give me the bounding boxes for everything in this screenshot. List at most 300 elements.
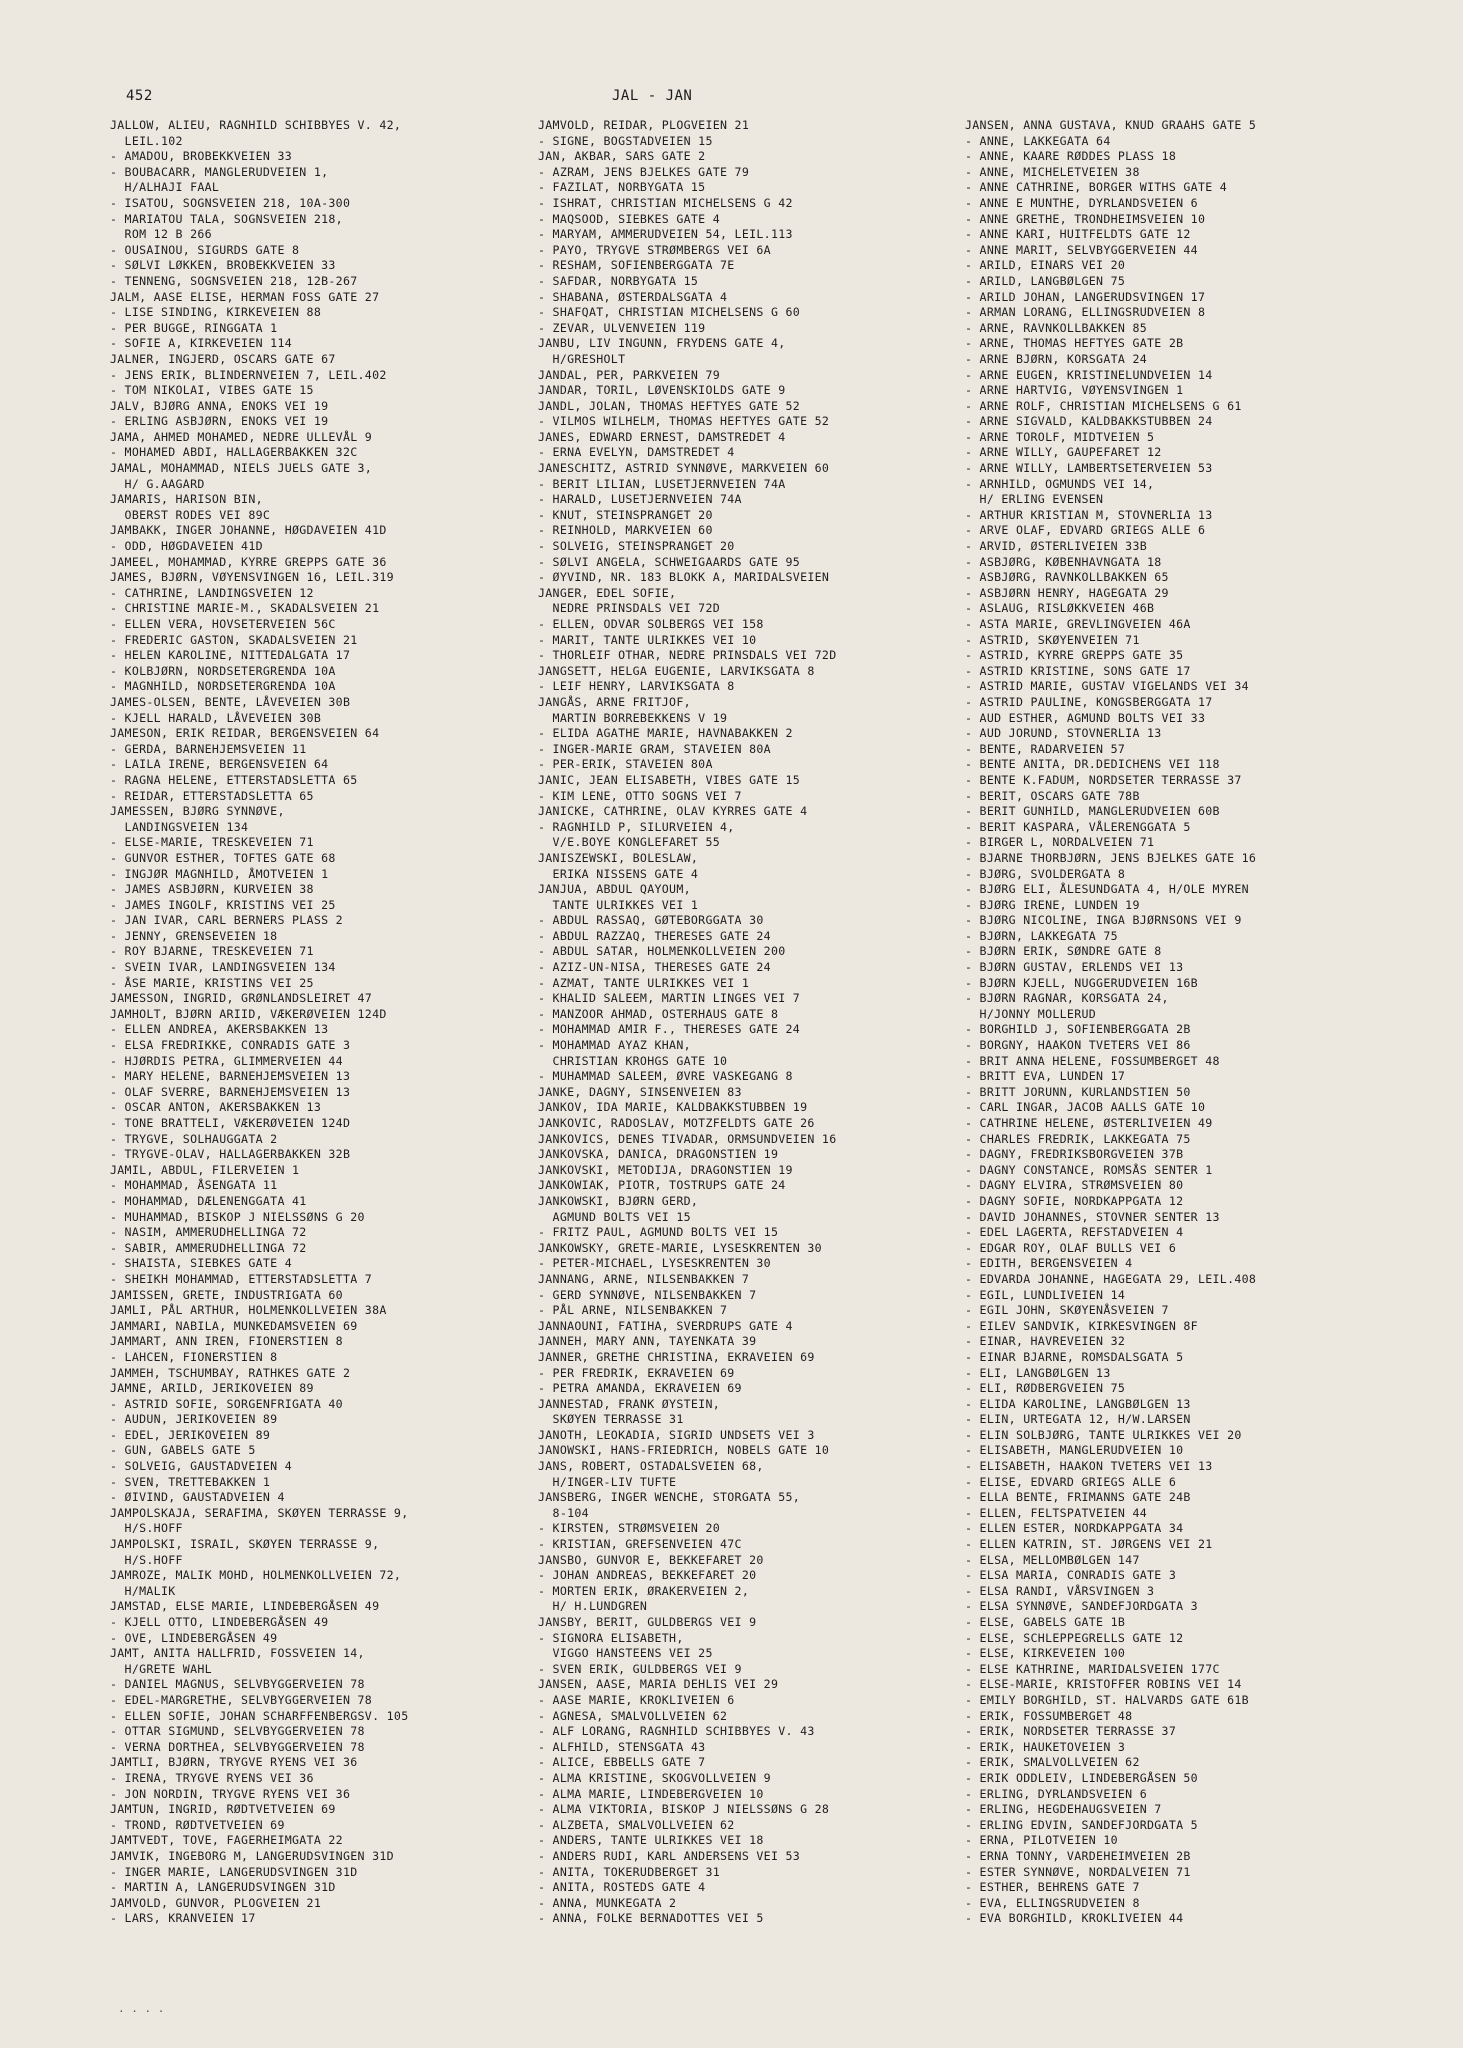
directory-entry: - ARILD, LANGBØLGEN 75 — [965, 273, 1126, 288]
directory-entry: - OTTAR SIGMUND, SELVBYGGERVEIEN 78 — [110, 1724, 365, 1739]
directory-entry: - ASBJØRN HENRY, HAGEGATA 29 — [965, 585, 1169, 600]
page-number: 452 — [126, 88, 153, 104]
directory-entry: - MARIT, TANTE ULRIKKES VEI 10 — [538, 632, 757, 647]
directory-entry: - AUD JORUND, STOVNERLIA 13 — [965, 726, 1162, 741]
directory-entry: - LEIF HENRY, LARVIKSGATA 8 — [538, 679, 735, 694]
directory-entry: JAMHOLT, BJØRN ARIID, VÆKERØVEIEN 124D — [110, 1006, 387, 1021]
directory-entry: - GUN, GABELS GATE 5 — [110, 1443, 256, 1458]
directory-entry: JANKOWIAK, PIOTR, TOSTRUPS GATE 24 — [538, 1178, 786, 1193]
directory-entry: - ERIK, FOSSUMBERGET 48 — [965, 1708, 1133, 1723]
directory-entry: - ESTER SYNNØVE, NORDALVEIEN 71 — [965, 1864, 1191, 1879]
directory-entry: AGMUND BOLTS VEI 15 — [538, 1209, 691, 1224]
directory-entry: - AGNESA, SMALVOLLVEIEN 62 — [538, 1708, 728, 1723]
directory-entry: - ELSE-MARIE, TRESKEVEIEN 71 — [110, 835, 314, 850]
directory-entry: - AMADOU, BROBEKKVEIEN 33 — [110, 149, 293, 164]
directory-entry: - MARIATOU TALA, SOGNSVEIEN 218, — [110, 211, 343, 226]
directory-entry: - EGIL, LUNDLIVEIEN 14 — [965, 1287, 1126, 1302]
directory-entry: - TRYGVE, SOLHAUGGATA 2 — [110, 1131, 278, 1146]
directory-entry: - PÅL ARNE, NILSENBAKKEN 7 — [538, 1303, 728, 1318]
directory-entry: - ØIVIND, GAUSTADVEIEN 4 — [110, 1490, 285, 1505]
directory-entry: - JENNY, GRENSEVEIEN 18 — [110, 928, 278, 943]
directory-entry: JAMARIS, HARISON BIN, — [110, 492, 263, 507]
directory-entry: - MORTEN ERIK, ØRAKERVEIEN 2, — [538, 1583, 750, 1598]
directory-entry: - ELSE-MARIE, KRISTOFFER ROBINS VEI 14 — [965, 1677, 1242, 1692]
directory-entry: JAMBAKK, INGER JOHANNE, HØGDAVEIEN 41D — [110, 523, 387, 538]
directory-entry: - ARNE BJØRN, KORSGATA 24 — [965, 351, 1148, 366]
directory-entry: - TONE BRATTELI, VÆKERØVEIEN 124D — [110, 1116, 351, 1130]
directory-entry: - MAGNHILD, NORDSETERGRENDA 10A — [110, 679, 336, 694]
directory-entry: - CHRISTINE MARIE-M., SKADALSVEIEN 21 — [110, 601, 380, 616]
directory-entry: JANICKE, CATHRINE, OLAV KYRRES GATE 4 — [538, 804, 808, 819]
directory-entry: JANSEN, AASE, MARIA DEHLIS VEI 29 — [538, 1677, 779, 1692]
directory-entry: - SAFDAR, NORBYGATA 15 — [538, 273, 699, 288]
directory-entry: - ELIDA AGATHE MARIE, HAVNABAKKEN 2 — [538, 726, 793, 741]
directory-entry: - SVEN ERIK, GULDBERGS VEI 9 — [538, 1661, 742, 1676]
directory-entry: - ANNE CATHRINE, BORGER WITHS GATE 4 — [965, 180, 1228, 195]
directory-entry: JAMAL, MOHAMMAD, NIELS JUELS GATE 3, — [110, 461, 373, 476]
directory-entry: - KHALID SALEEM, MARTIN LINGES VEI 7 — [538, 991, 801, 1006]
directory-entry: - BORGHILD J, SOFIENBERGGATA 2B — [965, 1022, 1191, 1037]
directory-entry: - AZRAM, JENS BJELKES GATE 79 — [538, 164, 750, 179]
directory-entry: - BRITT JORUNN, KURLANDSTIEN 50 — [965, 1084, 1191, 1099]
directory-entry: H/ALHAJI FAAL — [110, 180, 220, 195]
directory-entry: - ISHRAT, CHRISTIAN MICHELSENS G 42 — [538, 195, 793, 210]
directory-entry: - BENTE ANITA, DR.DEDICHENS VEI 118 — [965, 757, 1220, 772]
directory-entry: - EDEL, JERIKOVEIEN 89 — [110, 1427, 271, 1442]
directory-entry: JANKOVSKA, DANICA, DRAGONSTIEN 19 — [538, 1147, 779, 1162]
directory-entry: - ASLAUG, RISLØKKVEIEN 46B — [965, 601, 1155, 616]
directory-entry: - AZMAT, TANTE ULRIKKES VEI 1 — [538, 975, 750, 990]
directory-entry: - ALICE, EBBELLS GATE 7 — [538, 1755, 706, 1770]
directory-entry: - SVEN, TRETTEBAKKEN 1 — [110, 1474, 271, 1489]
directory-entry: - HARALD, LUSETJERNVEIEN 74A — [538, 492, 742, 507]
directory-entry: - ARTHUR KRISTIAN M, STOVNERLIA 13 — [965, 507, 1213, 522]
directory-entry: - ELIDA KAROLINE, LANGBØLGEN 13 — [965, 1396, 1191, 1411]
directory-entry: - ELLA BENTE, FRIMANNS GATE 24B — [965, 1490, 1191, 1505]
directory-entry: JANNESTAD, FRANK ØYSTEIN, — [538, 1396, 721, 1411]
directory-entry: - ARNE WILLY, GAUPEFARET 12 — [965, 445, 1162, 460]
directory-entry: - IRENA, TRYGVE RYENS VEI 36 — [110, 1770, 314, 1785]
directory-entry: - ERNA, PILOTVEIEN 10 — [965, 1833, 1118, 1848]
directory-entry: JAMTLI, BJØRN, TRYGVE RYENS VEI 36 — [110, 1755, 358, 1770]
directory-entry: - ALFHILD, STENSGATA 43 — [538, 1739, 706, 1754]
directory-entry: JAMTVEDT, TOVE, FAGERHEIMGATA 22 — [110, 1833, 343, 1848]
footer-marks: . . . . — [118, 2002, 165, 2015]
directory-entry: - ABDUL SATAR, HOLMENKOLLVEIEN 200 — [538, 944, 786, 959]
directory-entry: - BORGNY, HAAKON TVETERS VEI 86 — [965, 1038, 1191, 1053]
directory-entry: - ERLING, HEGDEHAUGSVEIEN 7 — [965, 1802, 1162, 1817]
directory-entry: - TOM NIKOLAI, VIBES GATE 15 — [110, 383, 314, 398]
directory-entry: - ANNE, KAARE RØDDES PLASS 18 — [965, 149, 1177, 164]
directory-entry: - ELSE, SCHLEPPEGRELLS GATE 12 — [965, 1630, 1184, 1645]
directory-entry: - ABDUL RAZZAQ, THERESES GATE 24 — [538, 928, 771, 943]
directory-entry: - TRYGVE-OLAV, HALLAGERBAKKEN 32B — [110, 1147, 351, 1162]
directory-entry: H/ ERLING EVENSEN — [965, 492, 1104, 507]
directory-entry: JAMVOLD, GUNVOR, PLOGVEIEN 21 — [110, 1895, 322, 1910]
directory-entry: - ØYVIND, NR. 183 BLOKK A, MARIDALSVEIEN — [538, 570, 830, 585]
directory-entry: - ELLEN SOFIE, JOHAN SCHARFFENBERGSV. 105 — [110, 1708, 409, 1723]
directory-entry: - ARVE OLAF, EDVARD GRIEGS ALLE 6 — [965, 523, 1206, 538]
directory-entry: - PAYO, TRYGVE STRØMBERGS VEI 6A — [538, 242, 771, 257]
directory-entry: - ANNE GRETHE, TRONDHEIMSVEIEN 10 — [965, 211, 1206, 226]
directory-entry: - EMILY BORGHILD, ST. HALVARDS GATE 61B — [965, 1692, 1249, 1707]
directory-entry: ROM 12 B 266 — [110, 227, 212, 242]
directory-entry: - BJARNE THORBJØRN, JENS BJELKES GATE 16 — [965, 850, 1257, 865]
directory-entry: - MARYAM, AMMERUDVEIEN 54, LEIL.113 — [538, 227, 793, 242]
directory-entry: - ARVID, ØSTERLIVEIEN 33B — [965, 539, 1148, 554]
directory-entry: - ARILD, EINARS VEI 20 — [965, 258, 1126, 273]
directory-entry: - HJØRDIS PETRA, GLIMMERVEIEN 44 — [110, 1053, 343, 1068]
directory-entry: JAMEEL, MOHAMMAD, KYRRE GREPPS GATE 36 — [110, 554, 387, 569]
directory-entry: JANSEN, ANNA GUSTAVA, KNUD GRAAHS GATE 5 — [965, 118, 1257, 132]
directory-entry: - GUNVOR ESTHER, TOFTES GATE 68 — [110, 850, 336, 865]
directory-entry: JANKOV, IDA MARIE, KALDBAKKSTUBBEN 19 — [538, 1100, 808, 1115]
directory-entry: - MOHAMMAD AMIR F., THERESES GATE 24 — [538, 1022, 801, 1037]
column-3 — [965, 118, 1435, 1927]
directory-entry: - KNUT, STEINSPRANGET 20 — [538, 507, 713, 522]
directory-entry: ERIKA NISSENS GATE 4 — [538, 866, 699, 881]
directory-entry: JANKOWSKY, GRETE-MARIE, LYSESKRENTEN 30 — [538, 1240, 822, 1255]
directory-entry: - DAGNY SOFIE, NORDKAPPGATA 12 — [965, 1193, 1184, 1208]
directory-entry: H/S.HOFF — [110, 1521, 183, 1536]
directory-entry: JAMMEH, TSCHUMBAY, RATHKES GATE 2 — [110, 1365, 351, 1380]
directory-entry: H/GRETE WAHL — [110, 1661, 212, 1676]
directory-entry: - MARTIN A, LANGERUDSVINGEN 31D — [110, 1880, 336, 1895]
directory-entry: - FREDERIC GASTON, SKADALSVEIEN 21 — [110, 632, 358, 647]
directory-entry: JANIC, JEAN ELISABETH, VIBES GATE 15 — [538, 772, 801, 787]
directory-entry: - EILEV SANDVIK, KIRKESVINGEN 8F — [965, 1318, 1198, 1333]
directory-entry: - BENTE K.FADUM, NORDSETER TERRASSE 37 — [965, 772, 1242, 787]
directory-entry: JANKOVICS, DENES TIVADAR, ORMSUNDVEIEN 16 — [538, 1131, 837, 1146]
directory-entry: - KRISTIAN, GREFSENVEIEN 47C — [538, 1537, 742, 1552]
directory-entry: - INGER-MARIE GRAM, STAVEIEN 80A — [538, 741, 771, 756]
directory-entry: - ARNE SIGVALD, KALDBAKKSTUBBEN 24 — [965, 414, 1213, 429]
directory-entry: - EINAR, HAVREVEIEN 32 — [965, 1334, 1126, 1349]
directory-entry: - DAGNY CONSTANCE, ROMSÅS SENTER 1 — [965, 1162, 1213, 1177]
directory-entry: - CATHRINE, LANDINGSVEIEN 12 — [110, 585, 314, 600]
directory-entry: - ERLING, DYRLANDSVEIEN 6 — [965, 1786, 1148, 1801]
directory-entry: - MOHAMMAD AYAZ KHAN, — [538, 1038, 691, 1053]
directory-entry: - ELI, RØDBERGVEIEN 75 — [965, 1381, 1126, 1396]
directory-entry: - ERIK, SMALVOLLVEIEN 62 — [965, 1755, 1140, 1770]
directory-entry: JANNAOUNI, FATIHA, SVERDRUPS GATE 4 — [538, 1318, 793, 1333]
page-range: JAL - JAN — [612, 88, 693, 104]
directory-entry: - EDVARDA JOHANNE, HAGEGATA 29, LEIL.408 — [965, 1271, 1257, 1286]
directory-entry: - ROY BJARNE, TRESKEVEIEN 71 — [110, 944, 314, 959]
directory-entry: H/INGER-LIV TUFTE — [538, 1474, 677, 1489]
directory-entry: - BJØRG, SVOLDERGATA 8 — [965, 866, 1126, 881]
directory-entry: SKØYEN TERRASSE 31 — [538, 1412, 684, 1427]
directory-entry: - ALMA MARIE, LINDEBERGVEIEN 10 — [538, 1786, 764, 1801]
directory-entry: - ELSE, KIRKEVEIEN 100 — [965, 1646, 1126, 1661]
directory-entry: JAMESON, ERIK REIDAR, BERGENSVEIEN 64 — [110, 726, 380, 741]
directory-entry: - MUHAMMAD, BISKOP J NIELSSØNS G 20 — [110, 1209, 365, 1224]
directory-entry: - HELEN KAROLINE, NITTEDALGATA 17 — [110, 648, 351, 663]
directory-entry: JAN, AKBAR, SARS GATE 2 — [538, 149, 706, 164]
directory-entry: - REINHOLD, MARKVEIEN 60 — [538, 523, 713, 538]
directory-entry: - ARILD JOHAN, LANGERUDSVINGEN 17 — [965, 289, 1206, 304]
directory-entry: - SHAFQAT, CHRISTIAN MICHELSENS G 60 — [538, 305, 801, 320]
directory-entry: - ASTRID KRISTINE, SONS GATE 17 — [965, 663, 1191, 678]
directory-entry: - GERD SYNNØVE, NILSENBAKKEN 7 — [538, 1287, 757, 1302]
directory-entry: - ERLING EDVIN, SANDEFJORDGATA 5 — [965, 1817, 1198, 1832]
directory-entry: - CHARLES FREDRIK, LAKKEGATA 75 — [965, 1131, 1191, 1146]
directory-entry: - DAGNY ELVIRA, STRØMSVEIEN 80 — [965, 1178, 1184, 1193]
directory-entry: - VILMOS WILHELM, THOMAS HEFTYES GATE 52 — [538, 414, 830, 429]
directory-entry: - ARNHILD, OGMUNDS VEI 14, — [965, 476, 1155, 491]
directory-entry: - ANITA, TOKERUDBERGET 31 — [538, 1864, 721, 1879]
directory-entry: - DAGNY, FREDRIKSBORGVEIEN 37B — [965, 1147, 1184, 1162]
directory-entry: - JAN IVAR, CARL BERNERS PLASS 2 — [110, 913, 343, 928]
directory-entry: - JON NORDIN, TRYGVE RYENS VEI 36 — [110, 1786, 351, 1801]
directory-entry: - ANNE, MICHELETVEIEN 38 — [965, 164, 1140, 179]
directory-entry: - BJØRG NICOLINE, INGA BJØRNSONS VEI 9 — [965, 913, 1242, 928]
directory-entry: - ÅSE MARIE, KRISTINS VEI 25 — [110, 975, 314, 990]
directory-entry: MARTIN BORREBEKKENS V 19 — [538, 710, 728, 725]
directory-entry: - ESTHER, BEHRENS GATE 7 — [965, 1880, 1140, 1895]
directory-entry: - LARS, KRANVEIEN 17 — [110, 1911, 256, 1926]
directory-entry: - ASTRID, SKØYENVEIEN 71 — [965, 632, 1140, 647]
directory-entry: - RESHAM, SOFIENBERGGATA 7E — [538, 258, 735, 273]
directory-entry: - MAQSOOD, SIEBKES GATE 4 — [538, 211, 721, 226]
directory-entry: - DANIEL MAGNUS, SELVBYGGERVEIEN 78 — [110, 1677, 365, 1692]
directory-entry: - ARNE, THOMAS HEFTYES GATE 2B — [965, 336, 1184, 351]
directory-entry: - ASBJØRG, KØBENHAVNGATA 18 — [965, 554, 1162, 569]
directory-entry: - ASBJØRG, RAVNKOLLBAKKEN 65 — [965, 570, 1169, 585]
directory-entry: - ELLEN, ODVAR SOLBERGS VEI 158 — [538, 617, 764, 631]
directory-entry: - EINAR BJARNE, ROMSDALSGATA 5 — [965, 1349, 1184, 1364]
directory-entry: - INGER MARIE, LANGERUDSVINGEN 31D — [110, 1864, 358, 1879]
directory-entry: - MOHAMED ABDI, HALLAGERBAKKEN 32C — [110, 445, 358, 460]
column-1 — [110, 118, 530, 1927]
directory-entry: - THORLEIF OTHAR, NEDRE PRINSDALS VEI 72D — [538, 648, 837, 663]
directory-entry: JAMES-OLSEN, BENTE, LÅVEVEIEN 30B — [110, 694, 351, 709]
directory-entry: - ARMAN LORANG, ELLINGSRUDVEIEN 8 — [965, 305, 1206, 320]
directory-entry: - ELISABETH, HAAKON TVETERS VEI 13 — [965, 1459, 1213, 1474]
directory-entry: - SVEIN IVAR, LANDINGSVEIEN 134 — [110, 960, 336, 975]
directory-entry: - SHEIKH MOHAMMAD, ETTERSTADSLETTA 7 — [110, 1271, 373, 1286]
directory-entry: - ASTRID SOFIE, SORGENFRIGATA 40 — [110, 1396, 343, 1411]
directory-entry: - BJØRN, LAKKEGATA 75 — [965, 928, 1118, 943]
directory-entry: H/ H.LUNDGREN — [538, 1599, 648, 1614]
directory-entry: - AZIZ-UN-NISA, THERESES GATE 24 — [538, 960, 771, 975]
directory-entry: - SOLVEIG, GAUSTADVEIEN 4 — [110, 1459, 293, 1474]
directory-entry: - ARNE EUGEN, KRISTINELUNDVEIEN 14 — [965, 367, 1213, 382]
directory-entry: - REIDAR, ETTERSTADSLETTA 65 — [110, 788, 314, 803]
directory-entry: - ELSA FREDRIKKE, CONRADIS GATE 3 — [110, 1038, 351, 1053]
directory-entry: - ELSE, GABELS GATE 1B — [965, 1615, 1126, 1629]
directory-entry: H/JONNY MOLLERUD — [965, 1006, 1097, 1021]
directory-entry: - AUD ESTHER, AGMUND BOLTS VEI 33 — [965, 710, 1206, 725]
directory-entry: JANSBO, GUNVOR E, BEKKEFARET 20 — [538, 1552, 764, 1567]
directory-entry: JANESCHITZ, ASTRID SYNNØVE, MARKVEIEN 60 — [538, 461, 830, 476]
directory-entry: - ELISABETH, MANGLERUDVEIEN 10 — [965, 1443, 1184, 1458]
directory-entry: - OUSAINOU, SIGURDS GATE 8 — [110, 242, 300, 257]
directory-entry: - OVE, LINDEBERGÅSEN 49 — [110, 1630, 278, 1645]
directory-entry: JAMISSEN, GRETE, INDUSTRIGATA 60 — [110, 1287, 343, 1302]
directory-entry: - BJØRG ELI, ÅLESUNDGATA 4, H/OLE MYREN — [965, 882, 1249, 897]
directory-entry: - ANNE MARIT, SELVBYGGERVEIEN 44 — [965, 242, 1198, 257]
directory-entry: - VERNA DORTHEA, SELVBYGGERVEIEN 78 — [110, 1739, 365, 1754]
directory-entry: - ELLEN, FELTSPATVEIEN 44 — [965, 1505, 1148, 1520]
directory-entry: - SIGNORA ELISABETH, — [538, 1630, 684, 1645]
directory-entry: - PER-ERIK, STAVEIEN 80A — [538, 757, 713, 772]
directory-entry: - ELIN SOLBJØRG, TANTE ULRIKKES VEI 20 — [965, 1427, 1242, 1442]
directory-entry: - ARNE TOROLF, MIDTVEIEN 5 — [965, 429, 1155, 444]
directory-entry: JAMVIK, INGEBORG M, LANGERUDSVINGEN 31D — [110, 1848, 394, 1863]
directory-entry: - BJØRN GUSTAV, ERLENDS VEI 13 — [965, 960, 1184, 975]
directory-entry: - ANNA, FOLKE BERNADOTTES VEI 5 — [538, 1911, 764, 1926]
directory-entry: - ERIK, HAUKETOVEIEN 3 — [965, 1739, 1126, 1754]
directory-entry: - BERIT GUNHILD, MANGLERUDVEIEN 60B — [965, 804, 1220, 819]
directory-entry: - KJELL OTTO, LINDEBERGÅSEN 49 — [110, 1615, 329, 1629]
directory-entry: - ASTRID MARIE, GUSTAV VIGELANDS VEI 34 — [965, 679, 1249, 694]
directory-entry: - ANITA, ROSTEDS GATE 4 — [538, 1880, 706, 1895]
directory-entry: - BERIT LILIAN, LUSETJERNVEIEN 74A — [538, 476, 786, 491]
directory-entry: - ELLEN ESTER, NORDKAPPGATA 34 — [965, 1521, 1184, 1536]
directory-entry: - OSCAR ANTON, AKERSBAKKEN 13 — [110, 1100, 322, 1115]
directory-entry: OBERST RODES VEI 89C — [110, 507, 271, 522]
directory-entry: JANKOWSKI, BJØRN GERD, — [538, 1193, 699, 1208]
directory-entry: - TENNENG, SOGNSVEIEN 218, 12B-267 — [110, 273, 358, 288]
directory-entry: - ELSA MARIA, CONRADIS GATE 3 — [965, 1568, 1177, 1583]
directory-entry: - INGJØR MAGNHILD, ÅMOTVEIEN 1 — [110, 866, 329, 881]
directory-entry: - SABIR, AMMERUDHELLINGA 72 — [110, 1240, 307, 1255]
directory-entry: - DAVID JOHANNES, STOVNER SENTER 13 — [965, 1209, 1220, 1224]
directory-entry: - BJØRN ERIK, SØNDRE GATE 8 — [965, 944, 1162, 959]
directory-entry: JAMMARI, NABILA, MUNKEDAMSVEIEN 69 — [110, 1318, 358, 1333]
directory-entry: JANGER, EDEL SOFIE, — [538, 585, 677, 600]
directory-entry: - TROND, RØDTVETVEIEN 69 — [110, 1817, 285, 1832]
directory-entry: - ZEVAR, ULVENVEIEN 119 — [538, 320, 706, 335]
directory-entry: - RAGNHILD P, SILURVEIEN 4, — [538, 819, 735, 834]
directory-entry: - PER BUGGE, RINGGATA 1 — [110, 320, 278, 335]
directory-entry: - NASIM, AMMERUDHELLINGA 72 — [110, 1225, 307, 1240]
directory-entry: JAMVOLD, REIDAR, PLOGVEIEN 21 — [538, 118, 750, 132]
directory-entry: - AASE MARIE, KROKLIVEIEN 6 — [538, 1692, 735, 1707]
directory-entry: - EDITH, BERGENSVEIEN 4 — [965, 1256, 1133, 1271]
directory-entry: JAMTUN, INGRID, RØDTVETVEIEN 69 — [110, 1802, 336, 1817]
directory-entry: - SOFIE A, KIRKEVEIEN 114 — [110, 336, 293, 351]
directory-entry: LEIL.102 — [110, 133, 183, 148]
directory-entry: - EVA, ELLINGSRUDVEIEN 8 — [965, 1895, 1140, 1910]
directory-entry: - ANNE, LAKKEGATA 64 — [965, 133, 1111, 148]
directory-entry: JANSBY, BERIT, GULDBERGS VEI 9 — [538, 1615, 757, 1629]
directory-entry: - SØLVI LØKKEN, BROBEKKVEIEN 33 — [110, 258, 336, 273]
directory-entry: - PETRA AMANDA, EKRAVEIEN 69 — [538, 1381, 742, 1396]
directory-entry: 8-104 — [538, 1505, 589, 1520]
directory-entry: JANKE, DAGNY, SINSENVEIEN 83 — [538, 1084, 742, 1099]
directory-entry: - ERNA TONNY, VARDEHEIMVEIEN 2B — [965, 1848, 1191, 1863]
directory-entry: NEDRE PRINSDALS VEI 72D — [538, 601, 721, 616]
directory-entry: - SHAISTA, SIEBKES GATE 4 — [110, 1256, 293, 1271]
directory-entry: JANISZEWSKI, BOLESLAW, — [538, 850, 699, 865]
directory-entry: JANS, ROBERT, OSTADALSVEIEN 68, — [538, 1459, 764, 1474]
directory-entry: - EDEL-MARGRETHE, SELVBYGGERVEIEN 78 — [110, 1692, 373, 1707]
directory-entry: - KIM LENE, OTTO SOGNS VEI 7 — [538, 788, 742, 803]
directory-entry: - OLAF SVERRE, BARNEHJEMSVEIEN 13 — [110, 1084, 351, 1099]
column-2 — [538, 118, 958, 1927]
directory-entry: - JAMES ASBJØRN, KURVEIEN 38 — [110, 882, 314, 897]
directory-entry: - FRITZ PAUL, AGMUND BOLTS VEI 15 — [538, 1225, 779, 1240]
directory-entry: - SOLVEIG, STEINSPRANGET 20 — [538, 539, 735, 554]
directory-entry: JAMA, AHMED MOHAMED, NEDRE ULLEVÅL 9 — [110, 429, 373, 444]
directory-entry: - ELLEN ANDREA, AKERSBAKKEN 13 — [110, 1022, 329, 1037]
directory-entry: - EVA BORGHILD, KROKLIVEIEN 44 — [965, 1911, 1184, 1926]
directory-entry: - ELI, LANGBØLGEN 13 — [965, 1365, 1111, 1380]
directory-entry: JAMIL, ABDUL, FILERVEIEN 1 — [110, 1162, 300, 1177]
directory-entry: - ALZBETA, SMALVOLLVEIEN 62 — [538, 1817, 735, 1832]
directory-entry: JAMPOLSKAJA, SERAFIMA, SKØYEN TERRASSE 9, — [110, 1505, 409, 1520]
directory-entry: - SØLVI ANGELA, SCHWEIGAARDS GATE 95 — [538, 554, 801, 569]
directory-entry: - JOHAN ANDREAS, BEKKEFARET 20 — [538, 1568, 757, 1583]
directory-entry: - BIRGER L, NORDALVEIEN 71 — [965, 835, 1155, 850]
directory-entry: - EDEL LAGERTA, REFSTADVEIEN 4 — [965, 1225, 1184, 1240]
directory-entry: - MARY HELENE, BARNEHJEMSVEIEN 13 — [110, 1069, 351, 1084]
directory-entry: - ASTRID PAULINE, KONGSBERGGATA 17 — [965, 694, 1213, 709]
directory-entry: - ELSE KATHRINE, MARIDALSVEIEN 177C — [965, 1661, 1220, 1676]
directory-entry: - PER FREDRIK, EKRAVEIEN 69 — [538, 1365, 735, 1380]
directory-entry: JANJUA, ABDUL QAYOUM, — [538, 882, 691, 897]
directory-entry: JANNEH, MARY ANN, TAYENKATA 39 — [538, 1334, 757, 1349]
directory-entry: H/S.HOFF — [110, 1552, 183, 1567]
directory-entry: JAMMART, ANN IREN, FIONERSTIEN 8 — [110, 1334, 343, 1349]
directory-entry: - CARL INGAR, JACOB AALLS GATE 10 — [965, 1100, 1206, 1115]
directory-entry: - JAMES INGOLF, KRISTINS VEI 25 — [110, 897, 336, 912]
directory-entry: - EDGAR ROY, OLAF BULLS VEI 6 — [965, 1240, 1177, 1255]
directory-entry: JAMESSON, INGRID, GRØNLANDSLEIRET 47 — [110, 991, 373, 1006]
directory-entry: - ARNE ROLF, CHRISTIAN MICHELSENS G 61 — [965, 398, 1242, 413]
directory-entry: JANDAR, TORIL, LØVENSKIOLDS GATE 9 — [538, 383, 786, 398]
directory-entry: - BJØRN KJELL, NUGGERUDVEIEN 16B — [965, 975, 1198, 990]
directory-entry: JAMPOLSKI, ISRAIL, SKØYEN TERRASSE 9, — [110, 1537, 380, 1552]
directory-entry: JAMLI, PÅL ARTHUR, HOLMENKOLLVEIEN 38A — [110, 1303, 387, 1318]
directory-entry: - ELLEN KATRIN, ST. JØRGENS VEI 21 — [965, 1537, 1213, 1552]
directory-entry: JAMROZE, MALIK MOHD, HOLMENKOLLVEIEN 72, — [110, 1568, 402, 1583]
directory-entry: H/MALIK — [110, 1583, 176, 1598]
directory-entry: - ODD, HØGDAVEIEN 41D — [110, 539, 263, 554]
directory-entry: - ANNE E MUNTHE, DYRLANDSVEIEN 6 — [965, 195, 1198, 210]
directory-entry: JANKOVIC, RADOSLAV, MOTZFELDTS GATE 26 — [538, 1116, 815, 1130]
directory-entry: JALM, AASE ELISE, HERMAN FOSS GATE 27 — [110, 289, 380, 304]
directory-entry: - ERIK, NORDSETER TERRASSE 37 — [965, 1724, 1177, 1739]
directory-entry: - ERNA EVELYN, DAMSTREDET 4 — [538, 445, 735, 460]
directory-entry: - LAHCEN, FIONERSTIEN 8 — [110, 1349, 278, 1364]
directory-entry: - ERIK ODDLEIV, LINDEBERGÅSEN 50 — [965, 1770, 1198, 1785]
directory-entry: - CATHRINE HELENE, ØSTERLIVEIEN 49 — [965, 1116, 1213, 1130]
directory-entry: - BERIT KASPARA, VÅLERENGGATA 5 — [965, 819, 1191, 834]
directory-entry: H/GRESHOLT — [538, 351, 626, 366]
directory-entry: - LISE SINDING, KIRKEVEIEN 88 — [110, 305, 322, 320]
directory-entry: JANOTH, LEOKADIA, SIGRID UNDSETS VEI 3 — [538, 1427, 815, 1442]
directory-entry: - GERDA, BARNEHJEMSVEIEN 11 — [110, 741, 307, 756]
directory-entry: - MOHAMMAD, DÆLENENGGATA 41 — [110, 1193, 307, 1208]
directory-entry: V/E.BOYE KONGLEFARET 55 — [538, 835, 721, 850]
directory-entry: - MOHAMMAD, ÅSENGATA 11 — [110, 1178, 278, 1193]
directory-entry: - LAILA IRENE, BERGENSVEIEN 64 — [110, 757, 329, 772]
directory-entry: JANGÅS, ARNE FRITJOF, — [538, 694, 691, 709]
directory-entry: JAMES, BJØRN, VØYENSVINGEN 16, LEIL.319 — [110, 570, 394, 585]
directory-entry: - ERLING ASBJØRN, ENOKS VEI 19 — [110, 414, 329, 429]
directory-entry: - ISATOU, SOGNSVEIEN 218, 10A-300 — [110, 195, 351, 210]
directory-entry: - BOUBACARR, MANGLERUDVEIEN 1, — [110, 164, 329, 179]
directory-entry: - ANDERS RUDI, KARL ANDERSENS VEI 53 — [538, 1848, 801, 1863]
directory-entry: JANNANG, ARNE, NILSENBAKKEN 7 — [538, 1271, 750, 1286]
directory-entry: - SIGNE, BOGSTADVEIEN 15 — [538, 133, 713, 148]
directory-entry: JANGSETT, HELGA EUGENIE, LARVIKSGATA 8 — [538, 663, 815, 678]
directory-entry: - BENTE, RADARVEIEN 57 — [965, 741, 1126, 756]
directory-entry: - ARNE HARTVIG, VØYENSVINGEN 1 — [965, 383, 1184, 398]
